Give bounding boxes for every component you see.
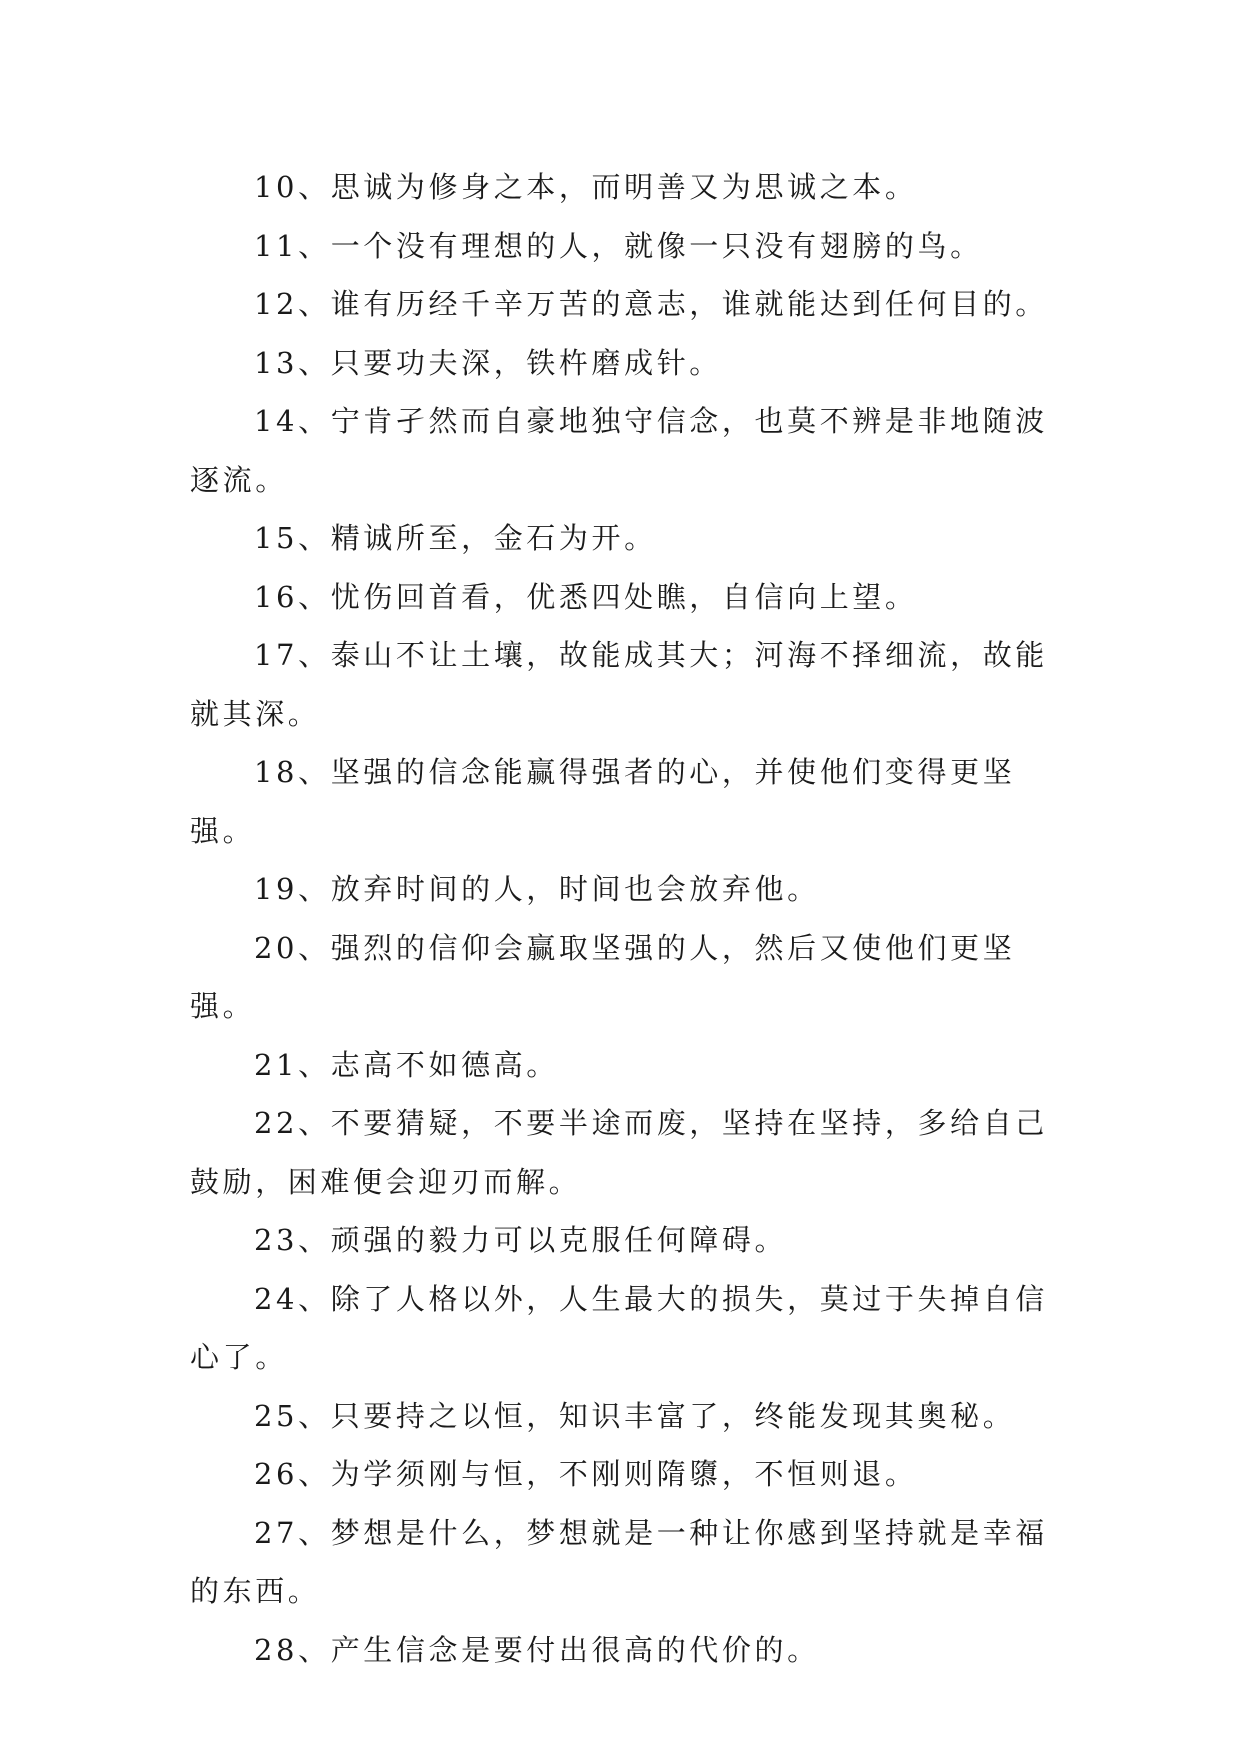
quote-item: 12、谁有历经千辛万苦的意志，谁就能达到任何目的。: [254, 287, 1048, 321]
quote-item: 19、放弃时间的人，时间也会放弃他。: [254, 872, 820, 906]
quote-item: 26、为学须刚与恒，不刚则隋隳，不恒则退。: [254, 1457, 918, 1491]
quote-item: 21、志高不如德高。: [254, 1047, 559, 1082]
quote-item: 24、除了人格以外，人生最大的损失，莫过于失掉自信心了。: [190, 1281, 1048, 1374]
quote-item: 14、宁肯孑然而自豪地独守信念，也莫不辨是非地随波逐流。: [190, 404, 1048, 497]
quote-item: 28、产生信念是要付出很高的代价的。: [254, 1632, 820, 1667]
quote-item: 13、只要功夫深，铁杵磨成针。: [254, 345, 722, 380]
quote-item: 23、顽强的毅力可以克服任何障碍。: [254, 1223, 788, 1257]
quote-item: 25、只要持之以恒，知识丰富了，终能发现其奥秘。: [254, 1398, 1016, 1433]
quote-item: 20、强烈的信仰会赢取坚强的人，然后又使他们更坚强。: [190, 930, 1016, 1023]
quote-item: 22、不要猜疑，不要半途而废，坚持在坚持，多给自己鼓励，困难便会迎刃而解。: [190, 1106, 1048, 1199]
quote-item: 15、精诚所至，金石为开。: [254, 521, 657, 555]
quote-item: 17、泰山不让土壤，故能成其大；河海不择细流，故能就其深。: [190, 638, 1048, 731]
quote-item: 11、一个没有理想的人，就像一只没有翅膀的鸟。: [254, 228, 983, 263]
quote-item: 27、梦想是什么，梦想就是一种让你感到坚持就是幸福的东西。: [190, 1515, 1048, 1608]
quote-item: 10、思诚为修身之本，而明善又为思诚之本。: [254, 170, 918, 204]
quote-item: 18、坚强的信念能赢得强者的心，并使他们变得更坚强。: [190, 755, 1016, 848]
quote-item: 16、忧伤回首看，优悉四处瞧，自信向上望。: [254, 579, 918, 614]
quote-list: [190, 158, 1060, 1679]
